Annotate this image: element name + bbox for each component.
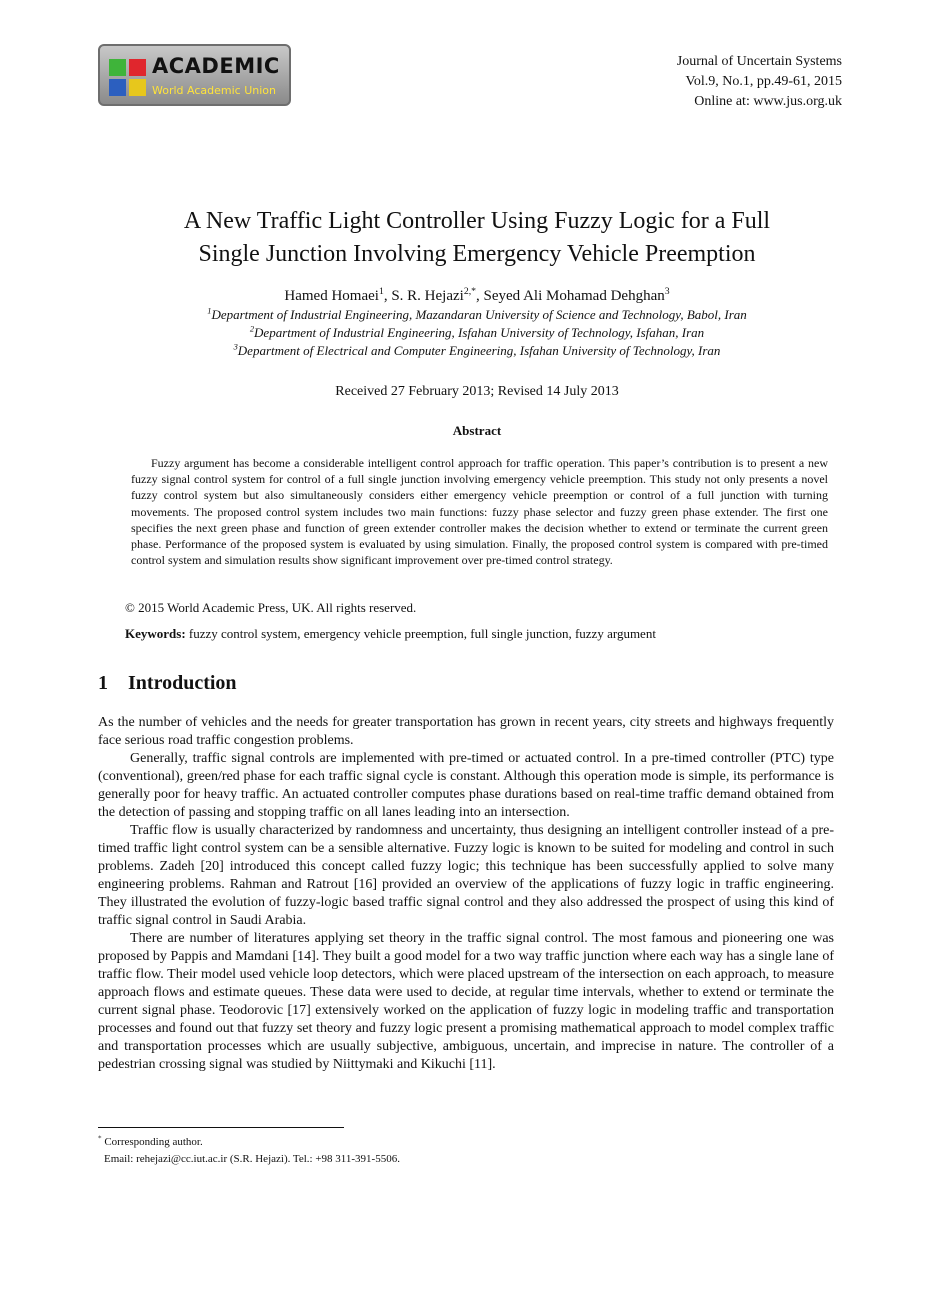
logo-square-red — [129, 59, 146, 76]
paragraph: As the number of vehicles and the needs for greater transportation has grown in recent years, city streets and highways frequently face serious road traffic congestion problems. — [98, 715, 834, 748]
footnote-divider — [98, 1127, 344, 1128]
received-dates: Received 27 February 2013; Revised 14 July 2013 — [335, 384, 619, 399]
author-list — [100, 288, 854, 305]
affiliation-mark: 2 — [249, 323, 255, 334]
affiliation-2 — [100, 324, 854, 342]
author-separator: , — [383, 288, 392, 304]
section-heading — [98, 672, 237, 695]
section-body — [98, 714, 834, 1074]
keywords-label: Keywords: — [125, 626, 186, 641]
keywords-text: fuzzy control system, emergency vehicle preemption, full single junction, fuzzy argument — [188, 626, 656, 641]
journal-name: Journal of Uncertain Systems — [676, 54, 842, 69]
publisher-logo — [98, 44, 291, 106]
author-name: Seyed Ali Mohamad Dehghan — [483, 288, 665, 304]
logo-square-yellow — [129, 79, 146, 96]
section-number: 1 — [98, 672, 108, 694]
abstract-heading: Abstract — [452, 423, 502, 438]
footnote-line-2: Email: rehejazi@cc.iut.ac.ir (S.R. Hejazi). Tel.: +98 311-391-5506. — [104, 1153, 400, 1165]
affiliations — [100, 306, 854, 360]
paper-title — [100, 205, 854, 271]
paragraph: Traffic flow is usually characterized by randomness and uncertainty, thus designing an intelligent controller instead of a pre-timed traffic light control system can be a sensible alternative. Fuzzy logic is known to be suited for modeling and control in such problems. Zadeh [20] introduced this concept called fuzzy logic; this technique has been successfully applied to solve many engineering problems. Rahman and Ratrout [16] provided an overview of the applications of fuzzy logic in traffic engineering. They illustrated the evolution of fuzzy-logic based traffic signal control and they also addressed the prospect of using this kind of traffic signal control in Saudi Arabia. — [98, 823, 834, 928]
author-separator: , — [476, 288, 484, 304]
affiliation-mark: 1 — [207, 305, 212, 316]
affiliation-text: Department of Electrical and Computer Engineering, Isfahan University of Technology, Iran — [237, 343, 721, 358]
footnote-text: Corresponding author. — [104, 1136, 203, 1148]
logo-square-green — [109, 59, 126, 76]
logo-subtitle: World Academic Union — [152, 84, 276, 97]
copyright-notice: © 2015 World Academic Press, UK. All rights reserved. — [125, 600, 417, 615]
author-name: S. R. Hejazi — [391, 288, 464, 304]
author-name: Hamed Homaei — [284, 288, 379, 304]
affiliation-text: Department of Industrial Engineering, Isfahan University of Technology, Isfahan, Iran — [254, 325, 705, 340]
affiliation-text: Department of Industrial Engineering, Mazandaran University of Science and Technology, Babol, Iran — [211, 307, 747, 322]
footnote-mark: * — [98, 1134, 102, 1143]
journal-volume: Vol.9, No.1, pp.49-61, 2015 — [685, 74, 842, 89]
logo-name: ACADEMIC — [152, 54, 280, 78]
title-line-1: A New Traffic Light Controller Using Fuzzy Logic for a Full — [183, 208, 771, 234]
logo-square-blue — [109, 79, 126, 96]
affiliation-mark: 3 — [233, 341, 238, 352]
section-title: Introduction — [128, 672, 237, 694]
paragraph: Generally, traffic signal controls are implemented with pre-timed or actuated control. In a pre-timed controller (PTC) type (conventional), green/red phase for each traffic signal cycle is constant. Although this operation mode is simple, its performance is generally poor for heavy traffic. An actuated controller computes phase durations based on real-time traffic demand obtained from the detection of passing and stopping traffic on all lanes leading into an intersection. — [98, 751, 834, 820]
journal-online: Online at: www.jus.org.uk — [694, 94, 842, 109]
title-line-2: Single Junction Involving Emergency Vehicle Preemption — [198, 241, 756, 267]
paragraph: There are number of literatures applying set theory in the traffic signal control. The most famous and pioneering one was proposed by Pappis and Mamdani [14]. They built a good model for a two way traffic junction where each way has a single lane of traffic flow. Their model used vehicle loop detectors, which were placed upstream of the intersection on each approach, to measure approach flows and estimate queues. These data were used to decide, at regular time intervals, whether to extend or terminate the current signal phase. Teodorovic [17] extensively worked on the application of fuzzy logic in modeling traffic and transportation processes and found out that fuzzy set theory and fuzzy logic present a promising mathematical approach to model complex traffic and transportation processes which are usually subjective, ambiguous, uncertain, and imprecise in nature. The controller of a pedestrian crossing signal was studied by Niittymaki and Kikuchi [11]. — [98, 931, 834, 1072]
keywords — [125, 626, 656, 642]
abstract-text: Fuzzy argument has become a considerable intelligent control approach for traffic operation. This paper’s contribution is to present a new fuzzy signal control system for control of a full single junction involving emergency vehicle preemption. This study not only presents a novel fuzzy control system but also simultaneously considers either emergency vehicle preemption or control of a full junction with turning movements. The proposed control system includes two main functions: fuzzy phase selector and fuzzy green phase extender. The first one specifies the next green phase and function of green extender controller makes the decision whether to extend or terminate the current green phase. Performance of the proposed system is evaluated by using simulation. Finally, the proposed control system is compared with pre-timed control system and simulation results show significant improvement over pre-timed control strategy. — [131, 456, 828, 568]
author-mark: 2,* — [463, 286, 477, 297]
journal-info — [677, 52, 842, 112]
footnote — [98, 1134, 400, 1168]
author-mark: 1 — [378, 286, 384, 297]
affiliation-3 — [100, 342, 854, 360]
affiliation-1 — [100, 306, 854, 324]
author-mark: 3 — [664, 286, 670, 297]
footnote-line-1 — [98, 1134, 400, 1151]
